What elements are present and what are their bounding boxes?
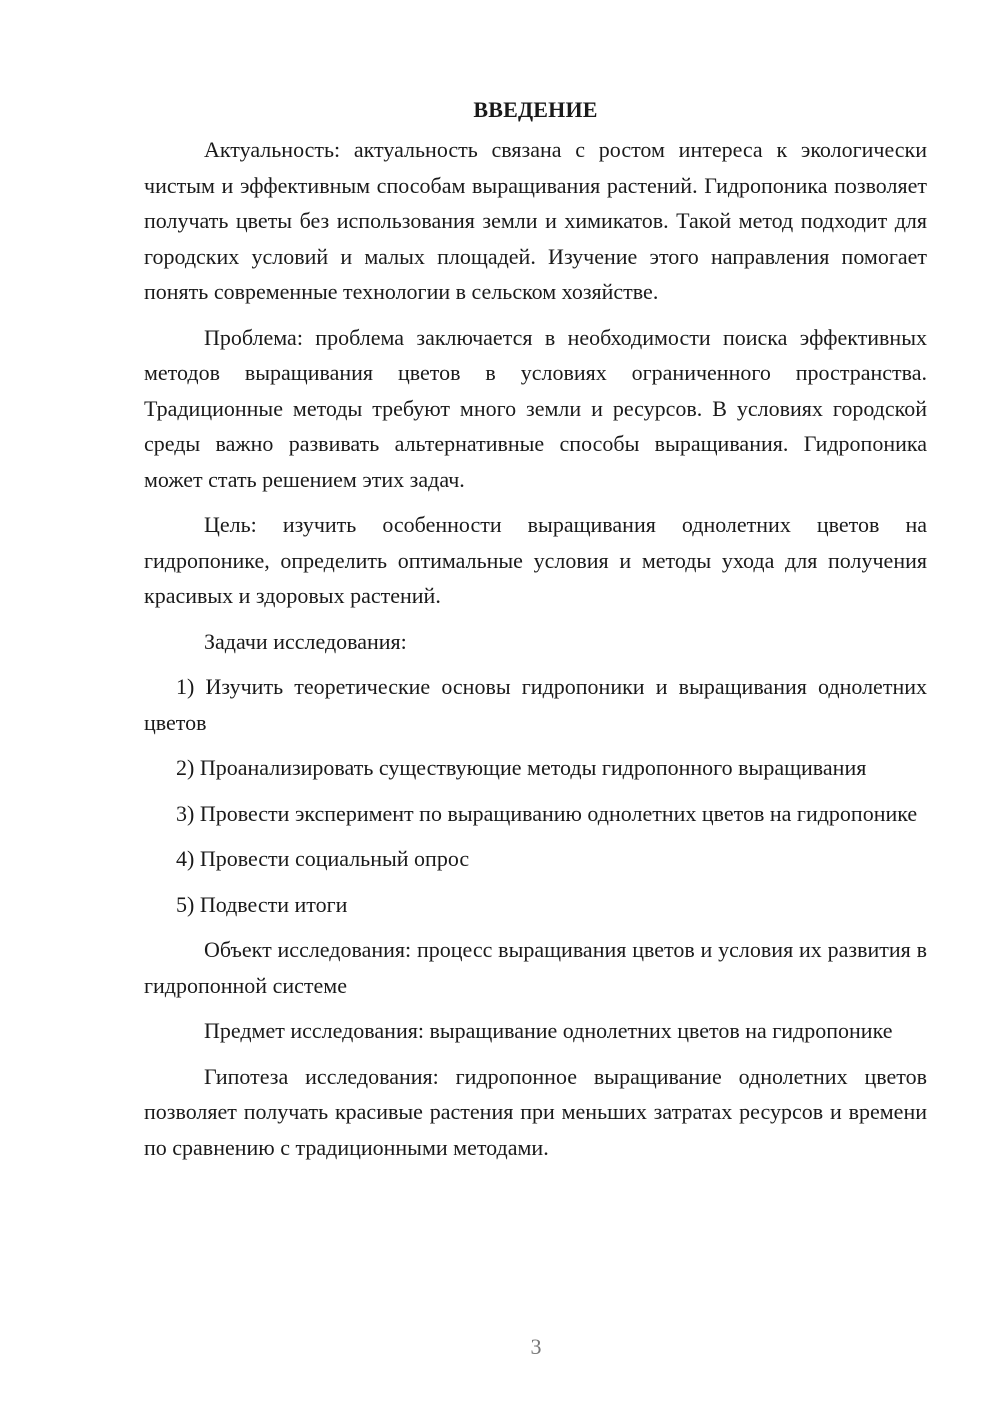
problem-paragraph: Проблема: проблема заключается в необходимости поиска эффективных методов выращивания цветов в условиях ограниченного пространства. Традиционные методы требуют много земли и ресурсов. В условиях городской среды важно развивать альтернативные способы выращивания. Гидропоника может стать решением этих задач. bbox=[144, 324, 927, 492]
subject-paragraph: Предмет исследования: выращивание однолетних цветов на гидропонике bbox=[204, 1018, 893, 1043]
tasks-heading: Задачи исследования: bbox=[204, 628, 407, 654]
object-paragraph: Объект исследования: процесс выращивания цветов и условия их развития в гидропонной системе bbox=[144, 937, 927, 998]
task-item-2: 2) Проанализировать существующие методы гидропонного выращивания bbox=[176, 755, 867, 780]
task-item-3: 3) Провести эксперимент по выращиванию однолетних цветов на гидропонике bbox=[176, 800, 918, 826]
page-content bbox=[144, 92, 927, 1175]
task-item-1: 1) Изучить теоретические основы гидропоники и выращивания однолетних цветов bbox=[144, 674, 927, 735]
hypothesis-paragraph: Гипотеза исследования: гидропонное выращивание однолетних цветов позволяет получать красивые растения при меньших затратах ресурсов и времени по сравнению с традиционными методами. bbox=[144, 1063, 927, 1160]
page-number: 3 bbox=[530, 1334, 542, 1359]
page-title: ВВЕДЕНИЕ bbox=[473, 97, 598, 122]
task-item-5: 5) Подвести итоги bbox=[176, 891, 348, 917]
relevance-paragraph: Актуальность: актуальность связана с ростом интереса к экологически чистым и эффективным способам выращивания растений. Гидропоника позволяет получать цветы без использования земли и химикатов. Такой метод подходит для городских условий и малых площадей. Изучение этого направления помогает понять современные технологии в сельском хозяйстве. bbox=[144, 137, 927, 304]
goal-paragraph: Цель: изучить особенности выращивания однолетних цветов на гидропонике, определить оптимальные условия и методы ухода для получения красивых и здоровых растений. bbox=[144, 512, 927, 608]
task-item-4: 4) Провести социальный опрос bbox=[176, 846, 470, 871]
